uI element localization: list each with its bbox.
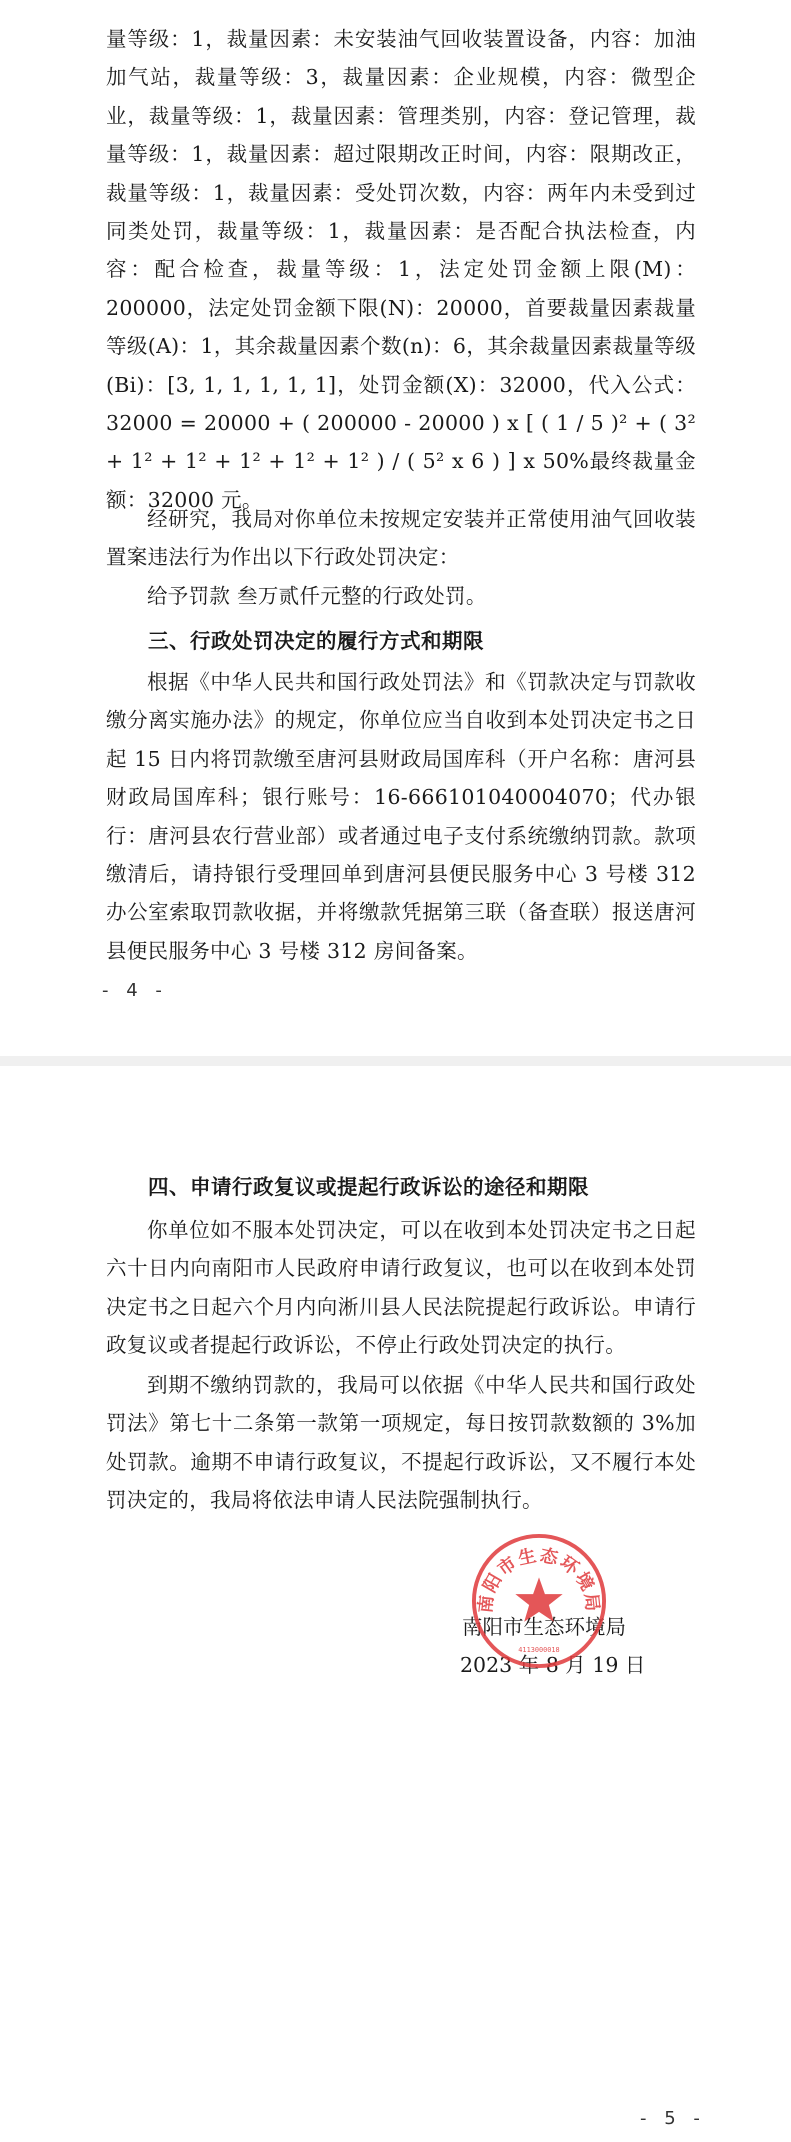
review-paragraph: 你单位如不服本处罚决定，可以在收到本处罚决定书之日起六十日内向南阳市人民政府申请行政复议，也可以在收到本处罚决定书之日起六个月内向淅川县人民法院提起行政诉讼。申请行政复议或者提起行政诉讼，不停止行政处罚决定的执行。 (106, 1218, 696, 1358)
payment-paragraph: 根据《中华人民共和国行政处罚法》和《罚款决定与罚款收缴分离实施办法》的规定，你单位应当自收到本处罚决定书之日起 15 日内将罚款缴至唐河县财政局国库科（开户名称：唐河县财政局国库科；银行账号：16-666101040004070；代办银行：唐河县农行营业部）或者通过电子支付系统缴纳罚款。款项缴清后，请持银行受理回单到唐河县便民服务中心 3 号楼 312 办公室索取罚款收据，并将缴款凭据第三联（备查联）报送唐河县便民服务中心 3 号楼 312 房间备案。 (106, 670, 696, 963)
page-number-4: - 4 - (102, 980, 168, 1001)
page-4 (0, 0, 791, 1062)
penalty-paragraph: 给予罚款 叁万贰仟元整的行政处罚。 (147, 584, 487, 608)
page-separator (0, 1056, 791, 1066)
page-5 (0, 1066, 791, 2142)
overdue-paragraph: 到期不缴纳罚款的，我局可以依据《中华人民共和国行政处罚法》第七十二条第一款第一项规定，每日按罚款数额的 3%加处罚款。逾期不申请行政复议，不提起行政诉讼，又不履行本处罚决定的，我局将依法申请人民法院强制执行。 (106, 1373, 696, 1513)
signature-date: 2023 年 8 月 19 日 (460, 1653, 646, 1677)
official-seal-icon (470, 1532, 608, 1670)
section-3-heading: 三、行政处罚决定的履行方式和期限 (148, 629, 484, 653)
discretion-factors-paragraph: 量等级：1，裁量因素：未安装油气回收装置设备，内容：加油加气站，裁量等级：3，裁量因素：企业规模，内容：微型企业，裁量等级：1，裁量因素：管理类别，内容：登记管理，裁量等级：1，裁量因素：超过限期改正时间，内容：限期改正，裁量等级：1，裁量因素：受处罚次数，内容：两年内未受到过同类处罚，裁量等级：1，裁量因素：是否配合执法检查，内容：配合检查，裁量等级：1，法定处罚金额上限(M)：200000，法定处罚金额下限(N)：20000，首要裁量因素裁量等级(A)：1，其余裁量因素个数(n)：6，其余裁量因素裁量等级(Bi)：[3, 1, 1, 1, 1, 1]，处罚金额(X)：32000，代入公式：32000 = 20000 + ( 200000 - 20000 ) x [ ( 1 / 5 )² + ( 3² + 1² + 1² + 1² + 1² + 1² ) / ( 5² x 6 ) ] x 50%最终裁量金额：32000 元。 (106, 27, 696, 512)
decision-paragraph: 经研究，我局对你单位未按规定安装并正常使用油气回收装置案违法行为作出以下行政处罚决定： (106, 507, 696, 570)
page-number-5: - 5 - (640, 2108, 706, 2129)
signature-organization: 南阳市生态环境局 (462, 1615, 626, 1639)
seal-star-icon (515, 1577, 562, 1621)
seal-number: 4113000018 (518, 1646, 560, 1655)
seal-text: 南阳市生态环境局 (475, 1545, 603, 1615)
section-4-heading: 四、申请行政复议或提起行政诉讼的途径和期限 (148, 1175, 589, 1199)
